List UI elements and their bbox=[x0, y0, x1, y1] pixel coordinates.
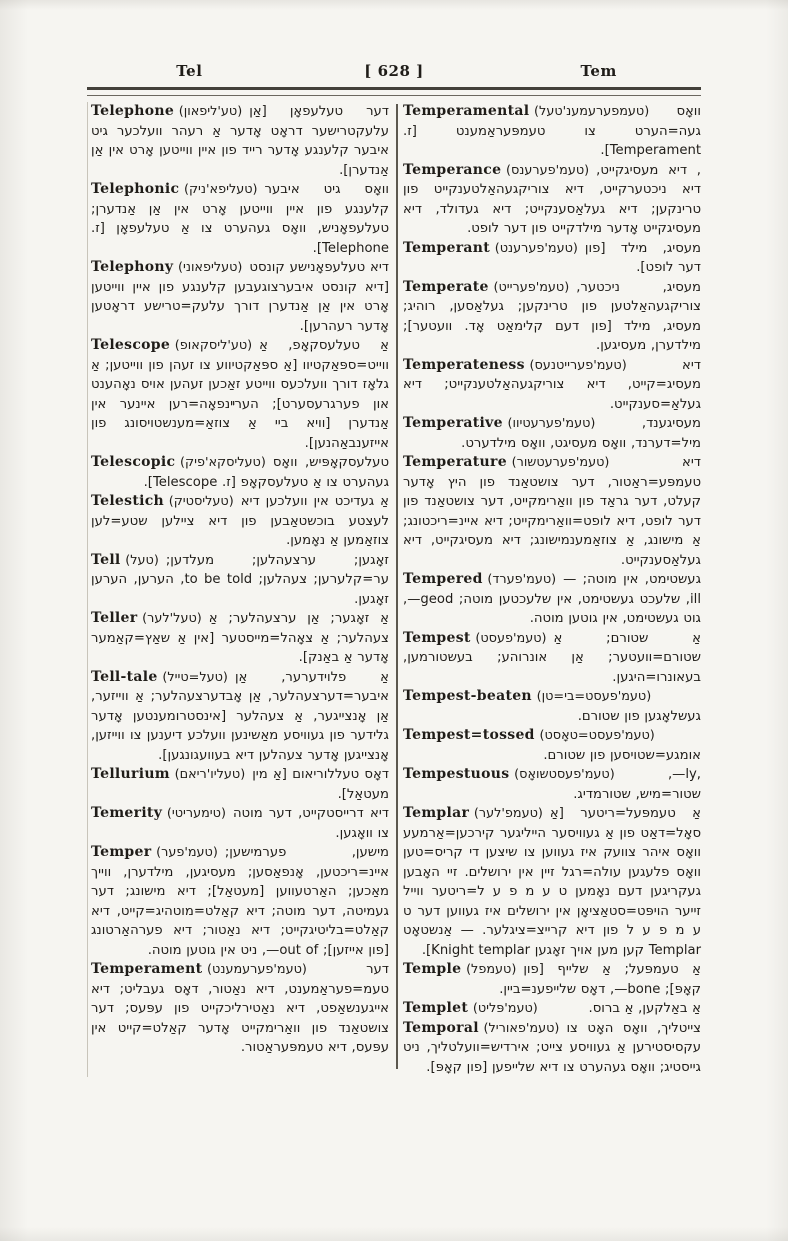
dictionary-page bbox=[87, 0, 701, 1077]
entry-pronunciation: (טע'ליסקאופ) bbox=[174, 338, 253, 353]
text-columns bbox=[87, 102, 701, 1077]
entry-head bbox=[91, 960, 307, 980]
left-column bbox=[87, 102, 389, 1077]
header-rule bbox=[87, 87, 701, 96]
entry-definition: דיא טעלעפאָנישע קונסט [דיא קונסט איבערצוגעבען קלענגע פון איין ווייטען אָרט אין אַן אַנדערן דורך עלעק=טרישע דראָטען אָדער רעהרען]. bbox=[91, 260, 389, 334]
entry-definition: צייטליך, וואָס האָט צו עקסיסטירען אַ געוויסע צייט; אירדיש=וועלטליך, ניט גייסטיג; וואָס געהערט צו דיא שלייפען [פון קאָפּ]. bbox=[403, 1020, 701, 1075]
entry-head bbox=[403, 161, 589, 181]
entry-head bbox=[403, 102, 649, 122]
entry-headword: Templet bbox=[403, 1000, 469, 1016]
entry-definition: דיא דרייסטקייט, דער מוטה צו וואָגען. bbox=[232, 806, 389, 841]
dictionary-entry bbox=[403, 414, 701, 453]
dictionary-entry bbox=[91, 765, 389, 804]
entry-definition: אומגע=שטויסען פון שטורם. bbox=[543, 747, 701, 763]
entry-head bbox=[403, 414, 595, 434]
entry-pronunciation: (טעמ'פערייט) bbox=[493, 279, 570, 295]
entry-headword: Temerity bbox=[91, 805, 163, 821]
dictionary-entry bbox=[91, 843, 389, 960]
entry-headword: Temperateness bbox=[403, 356, 525, 373]
right-column bbox=[403, 102, 701, 1077]
entry-definition: אַ פלוידערער, אַן איבער=דערצעהלער, אַן אָבדערצעהלער; אַ ווייזער, אַן אָנצייגער, אַ צעהלער [אינסטרומענטען אָדער גלידער פון געוויסע מאַשינען וועלכע דיענען צו ווייזען, אָנצייגען אָדער צעהלען דיא בעוועגונגען]. bbox=[91, 669, 389, 763]
dictionary-entry bbox=[91, 453, 389, 492]
entry-headword: Temperant bbox=[403, 239, 491, 256]
entry-pronunciation: (טעמ'פעסט=בי=טן) bbox=[536, 689, 652, 704]
entry-pronunciation: (טעמ'פערענט) bbox=[494, 240, 578, 256]
entry-head bbox=[91, 453, 266, 473]
entry-headword: Tell-tale bbox=[91, 668, 158, 685]
entry-head bbox=[403, 1019, 559, 1039]
entry-headword: Tellurium bbox=[91, 766, 170, 782]
dictionary-entry bbox=[403, 453, 701, 570]
entry-definition: מעסיג, מילד [פון דער לופט]. bbox=[584, 240, 701, 275]
entry-headword: Tempest=tossed bbox=[403, 727, 535, 743]
entry-pronunciation: (טעמ'פערעטשור) bbox=[511, 455, 610, 470]
entry-definition: מישען, פערמישען; איינ=ריכטען, אָנפאַסען; מעסיגען, מילדערן, ווייך מאַכען; האַרטעווען [מעטאַל]; דיא מישונג; דער געמיטה, דער מוטה; דיא קאַלט=מוטהיג=קייט, דיא קאַלט=בליטיגקייט; דיא נאַטור; דיא פערהאַרטונג [פון אייזען]; ‎—out of, ניט אין גוטען מוטה. bbox=[91, 845, 389, 958]
entry-definition: וואָס געה=הערט צו טעמפּעראַמענט [ז. Temperament]. bbox=[403, 104, 701, 158]
entry-headword: Temperate bbox=[403, 278, 489, 295]
entry-headword: Templar bbox=[403, 805, 470, 821]
entry-head bbox=[403, 765, 615, 785]
entry-head bbox=[91, 336, 252, 356]
entry-headword: Temper bbox=[91, 844, 152, 860]
dictionary-entry bbox=[403, 687, 701, 726]
entry-headword: Telescopic bbox=[91, 454, 176, 470]
entry-pronunciation: (טעליפאוני) bbox=[177, 260, 243, 275]
dictionary-entry bbox=[403, 804, 701, 960]
entry-pronunciation: (טעליפא'ניק) bbox=[183, 182, 258, 197]
entry-head bbox=[403, 804, 543, 824]
dictionary-entry bbox=[403, 278, 701, 356]
dictionary-entry bbox=[403, 239, 701, 278]
entry-pronunciation: (טעמפל) bbox=[466, 962, 517, 977]
dictionary-entry bbox=[91, 180, 389, 258]
entry-definition: מעסיגענד, מיל=דערנד, וואָס מעסיגט, וואָס מילדערט. bbox=[461, 416, 701, 451]
guide-word-right: Tem bbox=[580, 62, 617, 80]
entry-headword: Teller bbox=[91, 610, 138, 626]
page-number: [ 628 ] bbox=[364, 62, 424, 80]
dictionary-entry bbox=[403, 1019, 701, 1078]
entry-pronunciation: (טעליסטיק) bbox=[168, 494, 234, 509]
entry-head bbox=[403, 999, 538, 1019]
entry-headword: Temperamental bbox=[403, 103, 530, 119]
entry-pronunciation: (טעליסקא'פיק) bbox=[180, 455, 266, 470]
entry-head bbox=[403, 453, 609, 473]
entry-definition: אַ טעלעסקאָפ, אַ ווייט=ספּאַקטיוו [אַ ספּאַקטיווע צו זעהן פון ווייטען; אַ גלאָז דורך וועלכעס ווייטע זאַכען זעהען אויס נאָהענט און פערגרעסערט]; הערײנפאָה=רען איינער אין אַנדערן [וויא ביי אַ צוזאַ=מענשטויסונג פון אייזענבאַהנען]. bbox=[91, 338, 389, 451]
entry-pronunciation: (טעמ'פעסט) bbox=[475, 630, 547, 646]
entry-headword: Telescope bbox=[91, 337, 171, 353]
entry-definition: טעלעסקאָפּיש, וואָס געהערט צו אַ טעלעסקאָפ [ז. Telescope]. bbox=[143, 455, 389, 490]
entry-pronunciation: (טעמ'פאוריל) bbox=[483, 1020, 560, 1036]
entry-head bbox=[91, 765, 245, 785]
entry-headword: Tell bbox=[91, 551, 121, 568]
entry-definition: דאָס טעללוריאום [אַ מין מעטאַל]. bbox=[252, 767, 389, 802]
entry-head bbox=[91, 668, 228, 688]
entry-definition: וואָס גיט איבער קלענגע פון איין ווייטען אָרט אין אַן אַנדערן; טעלעפאָניש, וואָס געהערט צו אַ טעלעפאָן [ז. Telephone]. bbox=[91, 182, 389, 256]
entry-pronunciation: (טעל'לער) bbox=[142, 611, 202, 626]
dictionary-entry bbox=[403, 102, 701, 161]
running-head bbox=[87, 62, 701, 80]
entry-head bbox=[91, 804, 226, 824]
entry-headword: Temperative bbox=[403, 415, 503, 431]
entry-head bbox=[403, 278, 569, 298]
entry-headword: Telephonic bbox=[91, 181, 180, 197]
dictionary-entry bbox=[403, 765, 701, 804]
entry-head bbox=[91, 258, 242, 278]
entry-definition: אַ טעמפּעל=ריטער [אַ סאָל=דאַט פון אַ געוויסער הייליגער קירכען=אַרמעע וואָס איהר צוועק איז געווען צו שיצען די קריס=טען וואָס פלעגען עולה=רגל זיין אין ירושלים. זיי האָבען געקריגען דעם נאָמען ט ע מ פ ע ל=ריטער ווייל זייער הויפּט=סטאַציאָן אין ירושלים איז געווען דער ט ע מ פ ע ל פון דיא קרייצ=ציגלער. — אַנשטאָט Templar קען מען אויך זאָגען Knight templar]. bbox=[403, 806, 701, 958]
entry-headword: Tempest bbox=[403, 629, 471, 646]
entry-definition: אַ זאָגער; אַן ערצעהלער; אַ צעהלער; אַ צאָהל=מייסטער [אין אַ שאַץ=קאַמער אָדער אַ באַנק]. bbox=[91, 611, 389, 665]
entry-head bbox=[91, 492, 234, 512]
entry-headword: Telestich bbox=[91, 493, 165, 509]
entry-head bbox=[403, 356, 627, 376]
entry-head bbox=[403, 726, 655, 746]
entry-head bbox=[403, 629, 547, 649]
entry-head bbox=[91, 843, 218, 863]
entry-headword: Telephony bbox=[91, 259, 174, 275]
entry-pronunciation: (טעמ'פערעטיוו) bbox=[507, 416, 596, 431]
dictionary-entry bbox=[91, 258, 389, 336]
dictionary-entry bbox=[403, 356, 701, 415]
entry-pronunciation: (טעמ'פערעמענט) bbox=[207, 962, 307, 977]
entry-definition: מעסיג, ניכטער, צוריקגעהאַלטען פון טרינקען; געלאַסען, רוהיג; מעסיג, מילד [פון דעם קלימאַט אָד. וועטער]; מילדערן, מעסיגען. bbox=[403, 279, 701, 353]
entry-head bbox=[403, 239, 578, 259]
entry-pronunciation: (טעמ'פערייטנעס) bbox=[529, 357, 627, 373]
column-divider bbox=[396, 104, 398, 1069]
entry-headword: Tempestuous bbox=[403, 766, 510, 782]
entry-pronunciation: (טעמ'פעסט=טאָסט) bbox=[539, 728, 655, 743]
dictionary-entry bbox=[91, 609, 389, 668]
entry-headword: Telephone bbox=[91, 103, 175, 119]
entry-definition: , דיא מעסיגקייט, דיא ניכטערקייט, דיא צוריקגעהאַלטענקייט פון טרינקען; דיא געלאַסענקייט; דיא געדולד, דיא מעסיגקייט אָדער מילדקייט פון דער לופט. bbox=[403, 162, 701, 236]
entry-pronunciation: (טעל=טייל) bbox=[162, 669, 228, 685]
entry-headword: Temperature bbox=[403, 454, 507, 470]
entry-definition: אַ שטורם; אַ שטורם=וועטער; אַן אונרוהע; בעשטורמען, בעאונרו=היגען. bbox=[403, 630, 701, 685]
entry-definition: זאָגען; ערצעהלען; מעלדען; ער=קלערען; צעהלען; to be told, הערען, הערען זאָגען. bbox=[91, 552, 389, 607]
dictionary-entry bbox=[403, 960, 701, 999]
dictionary-entry bbox=[403, 999, 701, 1019]
entry-headword: Temporal bbox=[403, 1019, 479, 1036]
entry-definition: געשלאָגען פון שטורם. bbox=[577, 708, 701, 724]
dictionary-entry bbox=[91, 960, 389, 1058]
entry-pronunciation: (טימעריטי) bbox=[166, 806, 226, 821]
dictionary-entry bbox=[91, 551, 389, 610]
entry-headword: Tempered bbox=[403, 571, 483, 587]
entry-definition: אַ באַלקען, אַ ברוס. bbox=[588, 1001, 701, 1016]
entry-pronunciation: (טעמ'פערד) bbox=[487, 572, 557, 587]
entry-headword: Temperance bbox=[403, 161, 502, 178]
dictionary-entry bbox=[403, 570, 701, 629]
entry-pronunciation: (טעליו'ריאם) bbox=[174, 767, 246, 782]
guide-word-left: Tel bbox=[176, 62, 203, 80]
dictionary-entry bbox=[91, 804, 389, 843]
dictionary-entry bbox=[91, 668, 389, 766]
entry-headword: Temperament bbox=[91, 961, 203, 977]
entry-headword: Temple bbox=[403, 961, 462, 977]
entry-head bbox=[91, 102, 242, 122]
entry-pronunciation: (טעמ'פערענס) bbox=[506, 162, 590, 178]
entry-definition: אַ געדיכט אין וועלכען דיא לעצטע בוכשטאַבען פון דיא ציילען שטע=לען צוזאַמען אַ נאָמען. bbox=[91, 494, 389, 548]
entry-pronunciation: (טע'ליפאון) bbox=[178, 104, 243, 119]
entry-definition: דער טעלעפאָן [אַן עלעקטרישער דראָט אָדער אַ רעהר וועלכער גיט איבער קלענגע אָדער רייד פון איין ווייטען אָרט אין אַן אַנדערן]. bbox=[91, 104, 389, 178]
entry-definition: אַ טעמפּעל; אַ שלייף [פון קאָפּ]; ‎—bone, דאָס שלייפענ=ביין. bbox=[499, 962, 701, 997]
entry-pronunciation: (טעל) bbox=[125, 552, 159, 568]
entry-head bbox=[403, 960, 516, 980]
dictionary-entry bbox=[403, 161, 701, 239]
dictionary-entry bbox=[403, 726, 701, 765]
entry-definition: ,‎—ly, שטור=מיש, שטורמדיג. bbox=[573, 767, 701, 802]
entry-definition: דיא טעמפּע=ראַטור, דער צושטאַנד פון היץ אָדער קעלט, דער גראַד פון וואַרימקייט, דער צושטאַנד פון דער לופט, דיא לופט=וואַרימקייט; דיא איינ=ריכטונג; אַ מישונג, אַ צוזאַמענמישונג; דיא מעסיגקייט, דיא געלאַסענקייט. bbox=[403, 455, 701, 568]
entry-headword: Tempest-beaten bbox=[403, 688, 532, 704]
entry-pronunciation: (טעמפערעמענ'טעל) bbox=[534, 104, 650, 119]
entry-head bbox=[91, 180, 258, 200]
entry-pronunciation: (טעמפ'לער) bbox=[473, 806, 543, 821]
entry-pronunciation: (טעמ'פעסטשואָס) bbox=[514, 767, 615, 782]
dictionary-entry bbox=[91, 492, 389, 551]
entry-definition: געשטימט, אין מוטה; ‎—ill, שלעכט געשטימט, אין שלעכטען מוטה; ‎—geod, גוט געשטימט, אין גוטען מוטה. bbox=[403, 572, 701, 626]
dictionary-entry bbox=[403, 629, 701, 688]
dictionary-entry bbox=[91, 336, 389, 453]
dictionary-entry bbox=[91, 102, 389, 180]
entry-pronunciation: (טעמ'פער) bbox=[156, 845, 218, 860]
entry-definition: דיא מעסיג=קייט, דיא צוריקגעהאַלטענקייט; דיא געלאַ=סענקייט. bbox=[403, 357, 701, 412]
entry-definition: דער טעמ=פעראַמענט, דיא נאַטור, דאָס געבליט; דיא אייגענשאַפט, דיא נאַטירליכקייט פון עפּעס; דער צושטאַנד פון וואַרימקייט אָדער קאַלט=קייט אין עפּעס, דיא טעמפּעראַטור. bbox=[91, 962, 389, 1055]
entry-head bbox=[403, 570, 556, 590]
entry-head bbox=[91, 609, 202, 629]
entry-head bbox=[403, 687, 651, 707]
entry-head bbox=[91, 551, 159, 571]
entry-pronunciation: (טעמ'פּליט) bbox=[472, 1001, 538, 1016]
